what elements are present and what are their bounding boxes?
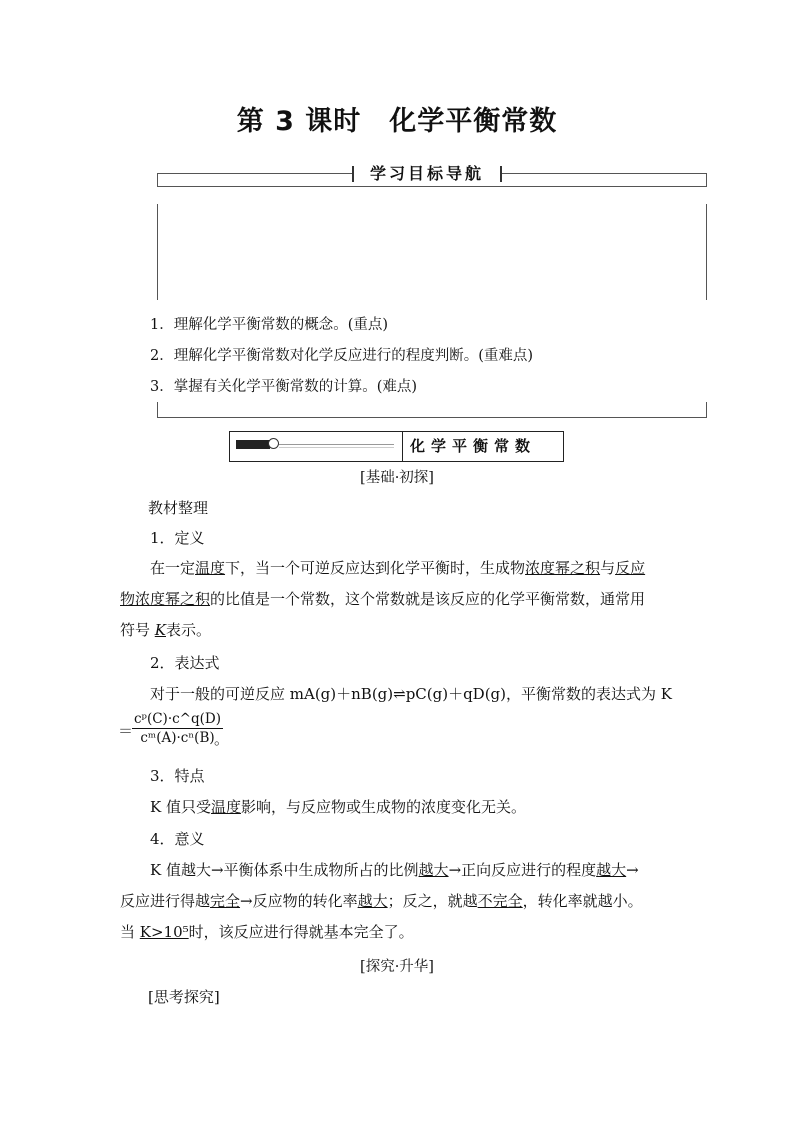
feature-line: K 值只受温度影响，与反应物或生成物的浓度变化无关。 <box>150 798 527 816</box>
feature-heading: 3．特点 <box>150 767 205 785</box>
expression-heading: 2．表达式 <box>150 654 220 672</box>
objectives-heading <box>352 164 502 184</box>
expression-end: 。 <box>214 730 230 748</box>
definition-heading: 1．定义 <box>150 529 205 547</box>
definition-line-1: 在一定温度下，当一个可逆反应达到化学平衡时，生成物浓度幂之积与反应 <box>150 559 646 577</box>
banner-tag-icon <box>236 440 270 449</box>
fraction-denominator: cᵐ(A)·cⁿ(B) <box>140 730 215 746</box>
banner-topic: 化学平衡常数 <box>410 437 537 455</box>
meaning-line-3: 当 K>10⁵时，该反应进行得就基本完全了。 <box>120 923 414 941</box>
definition-line-3: 符号 K表示。 <box>120 621 212 639</box>
section-explore-label: [探究·升华] <box>360 959 434 975</box>
equilibrium-constant-fraction <box>132 711 223 746</box>
objectives-list <box>150 310 533 403</box>
section-basic-label: [基础·初探] <box>360 470 434 486</box>
fraction-numerator: cᵖ(C)·c^q(D) <box>134 711 221 727</box>
banner-knob-icon <box>268 438 279 449</box>
objective-item: 3．掌握有关化学平衡常数的计算。(难点) <box>150 379 418 395</box>
objectives-heading-text: 学习目标导航 <box>369 164 484 183</box>
meaning-line-2: 反应进行得越完全→反应物的转化率越大；反之，就越不完全，转化率就越小。 <box>120 892 643 910</box>
objective-item: 1．理解化学平衡常数的概念。(重点) <box>150 317 389 333</box>
page-title: 第 3 课时 化学平衡常数 <box>236 106 558 137</box>
expression-line: 对于一般的可逆反应 mA(g)＋nB(g)⇌pC(g)＋qD(g)，平衡常数的表达式为 K <box>150 685 672 703</box>
meaning-heading: 4．意义 <box>150 830 205 848</box>
definition-line-2: 物浓度幂之积的比值是一个常数，这个常数就是该反应的化学平衡常数，通常用 <box>120 590 646 608</box>
section-banner <box>229 431 564 462</box>
meaning-line-1: K 值越大→平衡体系中生成物所占的比例越大→正向反应进行的程度越大→ <box>150 861 639 879</box>
expression-equals: ＝ <box>118 722 134 740</box>
think-heading: [思考探究] <box>148 988 220 1006</box>
objective-item: 2．理解化学平衡常数对化学反应进行的程度判断。(重难点) <box>150 348 534 364</box>
material-heading: 教材整理 <box>148 499 209 517</box>
banner-decoration <box>230 432 403 461</box>
